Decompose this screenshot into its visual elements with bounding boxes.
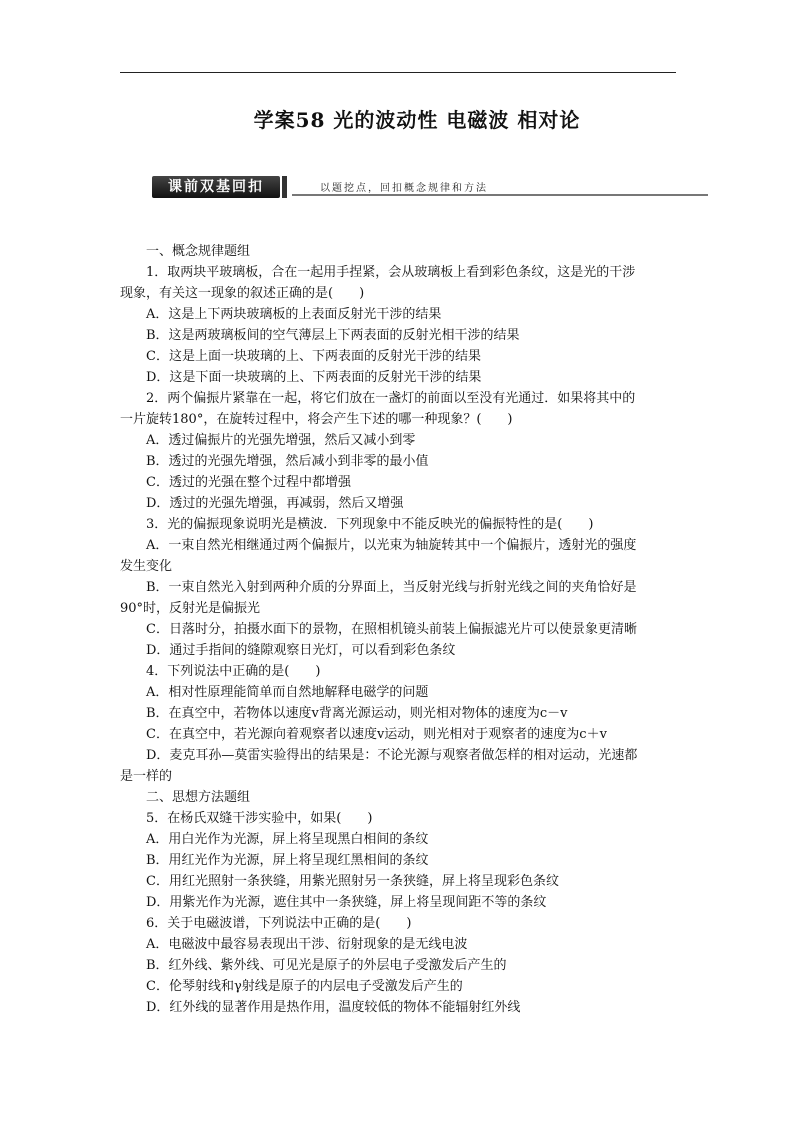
text-line: A．透过偏振片的光强先增强，然后又减小到零 [146,433,416,448]
text-line: 一片旋转180°，在旋转过程中，将会产生下述的哪一种现象？( ) [120,412,513,427]
text-line: 6．关于电磁波谱，下列说法中正确的是( ) [146,916,412,931]
text-line: 90°时，反射光是偏振光 [120,601,261,616]
banner-underline [292,194,708,196]
text-line: A．一束自然光相继通过两个偏振片，以光束为轴旋转其中一个偏振片，透射光的强度 [146,538,637,553]
text-line: D．这是下面一块玻璃的上、下两表面的反射光干涉的结果 [146,370,482,385]
text-line: 一、概念规律题组 [146,244,251,259]
text-line: C．这是上面一块玻璃的上、下两表面的反射光干涉的结果 [146,349,481,364]
text-line: C．透过的光强在整个过程中都增强 [146,475,351,490]
banner-label: 课前双基回扣 [152,176,280,198]
section-banner [152,176,708,200]
text-line: 是一样的 [120,769,173,784]
text-line: A．电磁波中最容易表现出干涉、衍射现象的是无线电波 [146,937,468,952]
text-line: 现象，有关这一现象的叙述正确的是( ) [120,286,365,301]
text-line: 二、思想方法题组 [146,790,251,805]
text-line: C．在真空中，若光源向着观察者以速度v运动，则光相对于观察者的速度为c＋v [146,727,607,742]
top-rule [120,72,676,73]
text-line: 2．两个偏振片紧靠在一起，将它们放在一盏灯的前面以至没有光通过．如果将其中的 [146,391,636,406]
text-line: A．相对性原理能简单而自然地解释电磁学的问题 [146,685,429,700]
text-line: 3．光的偏振现象说明光是横波．下列现象中不能反映光的偏振特性的是( ) [146,517,594,532]
text-line: D．用紫光作为光源，遮住其中一条狭缝，屏上将呈现间距不等的条纹 [146,895,547,910]
text-line: C．日落时分，拍摄水面下的景物，在照相机镜头前装上偏振滤光片可以使景象更清晰 [146,622,637,637]
text-line: C．伦琴射线和γ射线是原子的内层电子受激发后产生的 [146,979,463,994]
text-line: B．用红光作为光源，屏上将呈现红黑相间的条纹 [146,853,429,868]
banner-notch [282,176,287,198]
text-line: B．红外线、紫外线、可见光是原子的外层电子受激发后产生的 [146,958,507,973]
text-line: D．通过手指间的缝隙观察日光灯，可以看到彩色条纹 [146,643,456,658]
text-line: 4．下列说法中正确的是( ) [146,664,321,679]
text-line: A．这是上下两块玻璃板的上表面反射光干涉的结果 [146,307,442,322]
text-line: A．用白光作为光源，屏上将呈现黑白相间的条纹 [146,832,429,847]
text-line: C．用红光照射一条狭缝，用紫光照射另一条狭缝，屏上将呈现彩色条纹 [146,874,559,889]
text-line: 1．取两块平玻璃板，合在一起用手捏紧，会从玻璃板上看到彩色条纹，这是光的干涉 [146,265,636,280]
text-line: B．一束自然光入射到两种介质的分界面上，当反射光线与折射光线之间的夹角恰好是 [146,580,637,595]
text-line: B．这是两玻璃板间的空气薄层上下两表面的反射光相干涉的结果 [146,328,520,343]
text-line: D．红外线的显著作用是热作用，温度较低的物体不能辐射红外线 [146,1000,521,1015]
text-line: 发生变化 [120,559,173,574]
text-line: B．在真空中，若物体以速度v背离光源运动，则光相对物体的速度为c－v [146,706,568,721]
text-line: 5．在杨氏双缝干涉实验中，如果( ) [146,811,373,826]
text-line: B．透过的光强先增强，然后减小到非零的最小值 [146,454,429,469]
question-body [120,241,676,1018]
text-line: D．透过的光强先增强，再减弱，然后又增强 [146,496,404,511]
page-title: 学案58 光的波动性 电磁波 相对论 [253,108,581,132]
text-line: D．麦克耳孙—莫雷实验得出的结果是：不论光源与观察者做怎样的相对运动，光速都 [146,748,638,763]
banner-subtitle: 以题挖点，回扣概念规律和方法 [320,183,488,194]
